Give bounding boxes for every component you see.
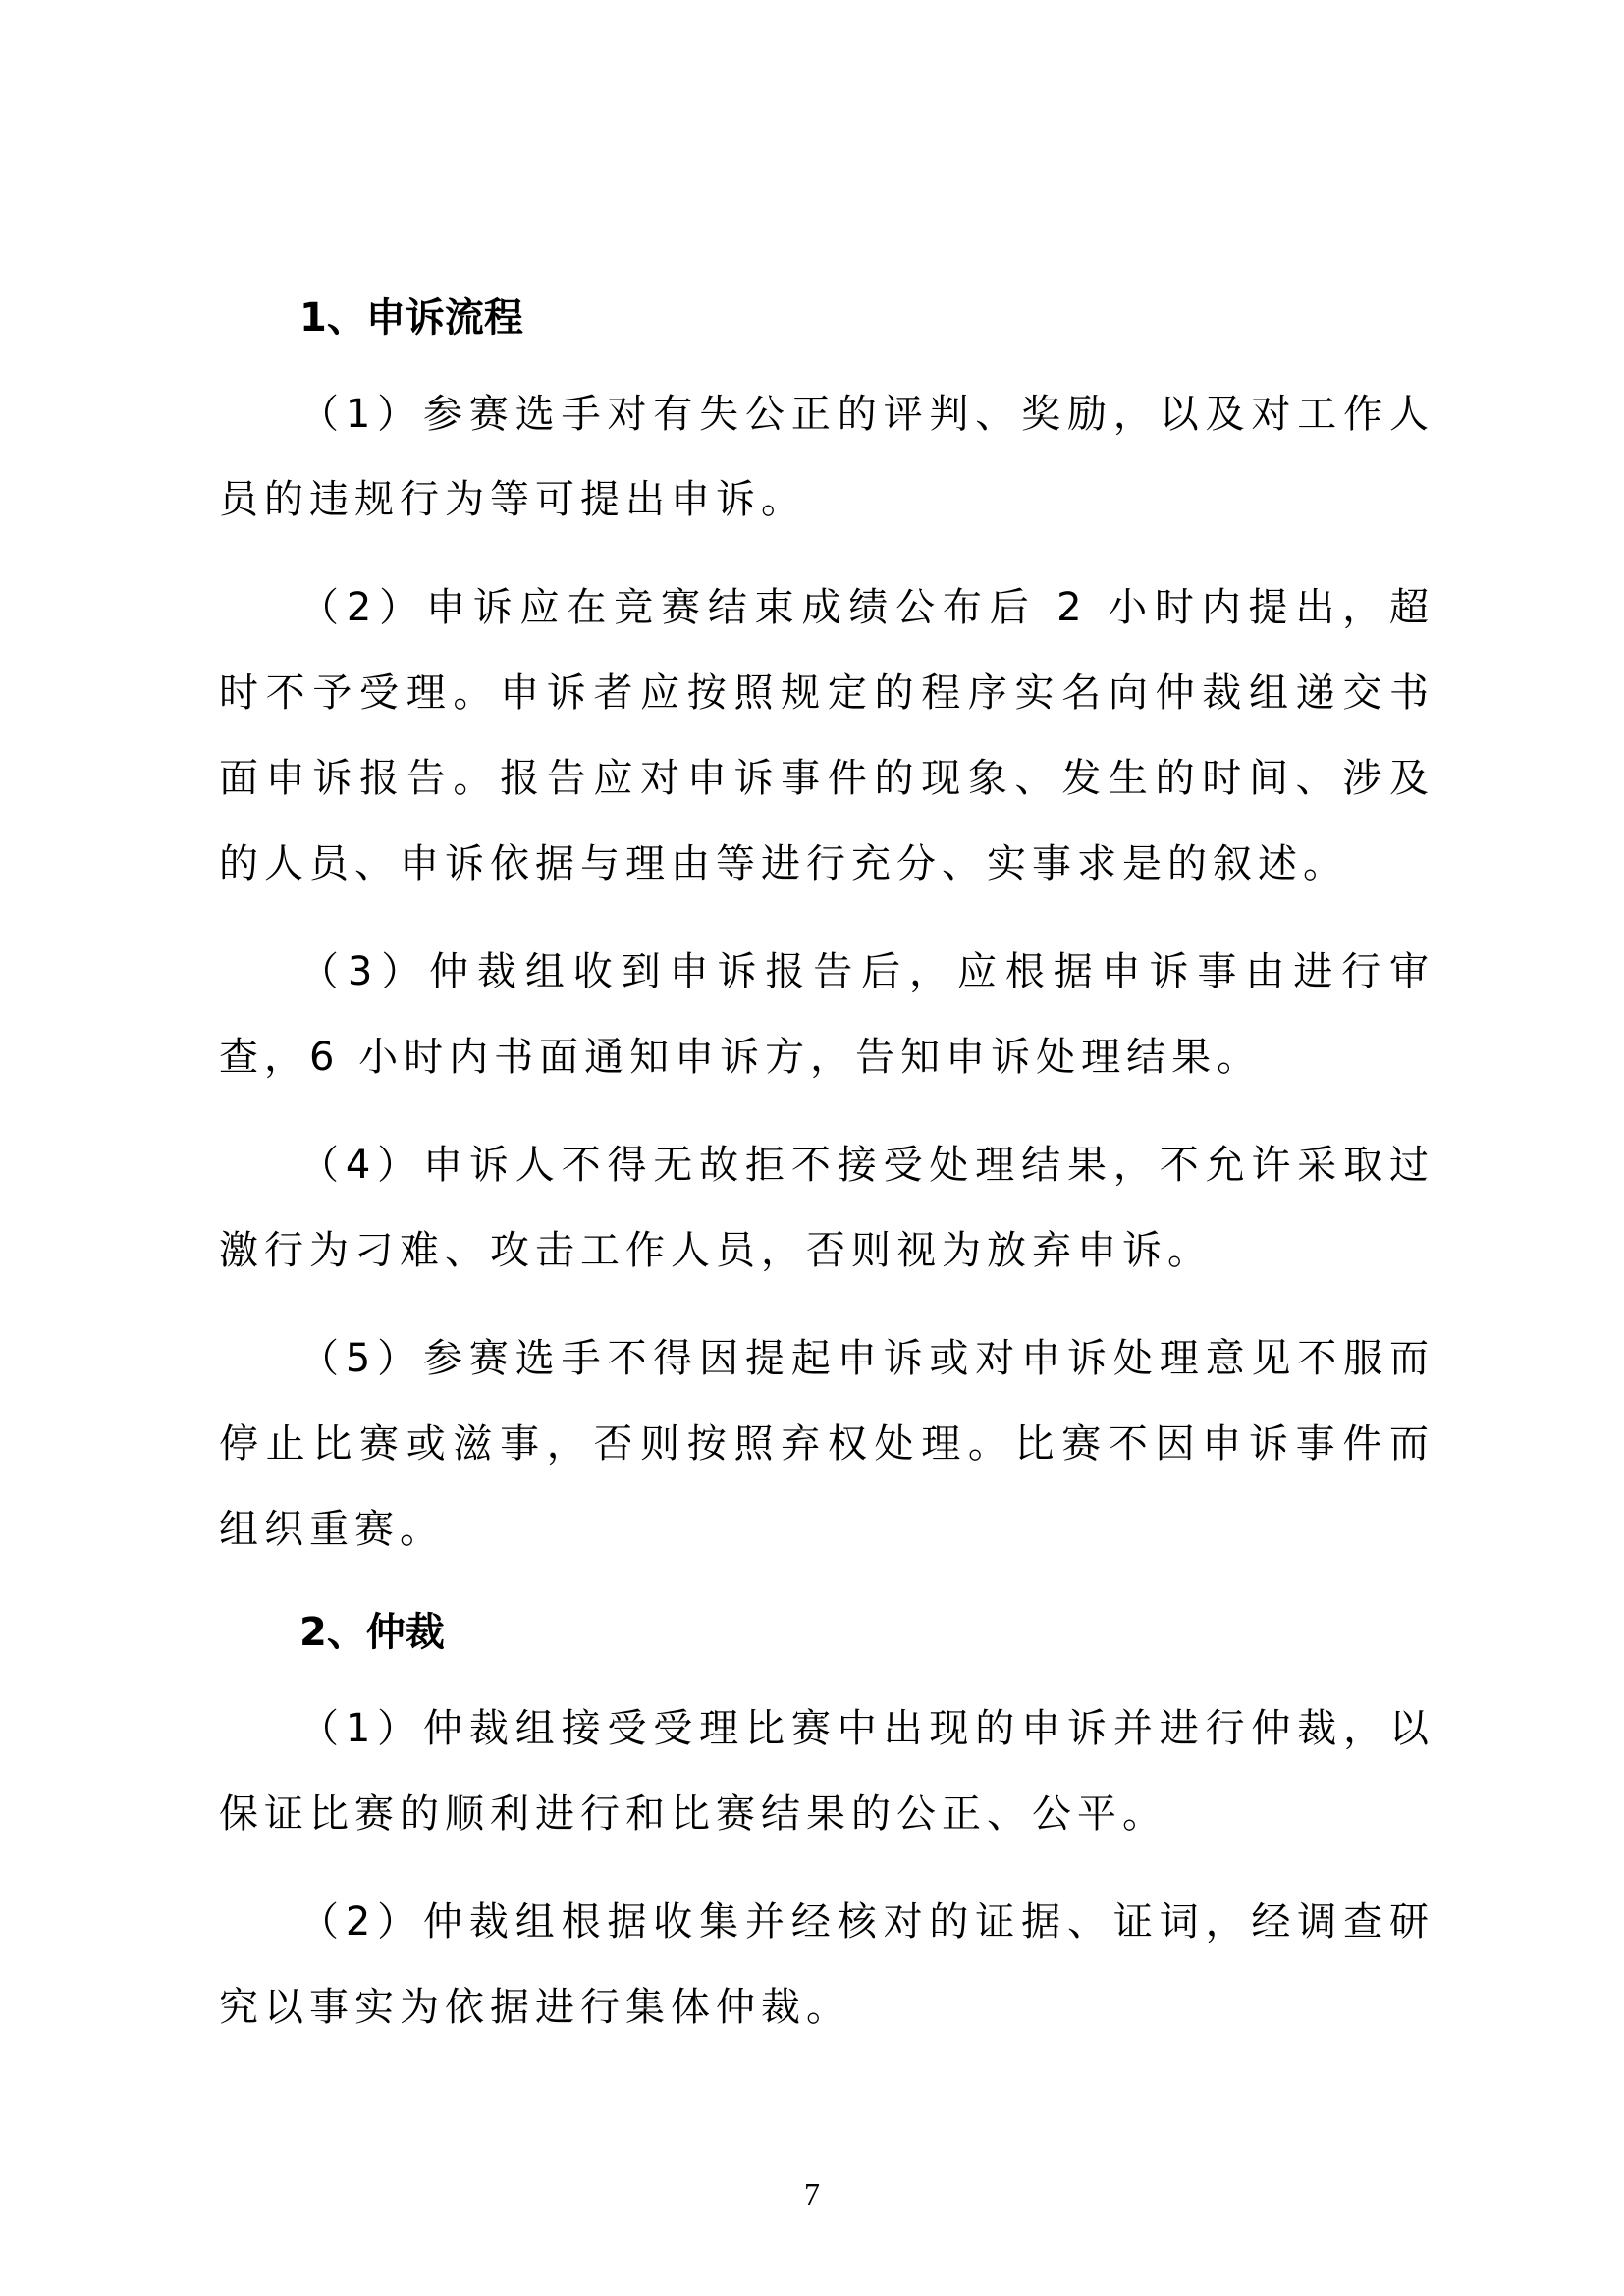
page-number: 7 xyxy=(804,2176,820,2212)
section-heading-arbitration: 2、仲裁 xyxy=(299,1610,445,1655)
appeal-paragraph-4: （4）申诉人不得无故拒不接受处理结果，不允许采取过激行为刁难、攻击工作人员，否则视为放弃申诉。 xyxy=(219,1143,1435,1273)
arbitration-paragraph-1: （1）仲裁组接受受理比赛中出现的申诉并进行仲裁，以保证比赛的顺利进行和比赛结果的公正、公平。 xyxy=(219,1706,1435,1837)
document-body xyxy=(219,287,1435,2073)
appeal-paragraph-1: （1）参赛选手对有失公正的评判、奖励，以及对工作人员的违规行为等可提出申诉。 xyxy=(219,392,1435,522)
arbitration-paragraph-2: （2）仲裁组根据收集并经核对的证据、证词，经调查研究以事实为依据进行集体仲裁。 xyxy=(219,1899,1435,2030)
appeal-paragraph-2: （2）申诉应在竞赛结束成绩公布后 2 小时内提出，超时不予受理。申诉者应按照规定的程序实名向仲裁组递交书面申诉报告。报告应对申诉事件的现象、发生的时间、涉及的人员、申诉依据与理由等进行充分、实事求是的叙述。 xyxy=(219,585,1435,886)
appeal-paragraph-5: （5）参赛选手不得因提起申诉或对申诉处理意见不服而停止比赛或滋事，否则按照弃权处理。比赛不因申诉事件而组织重赛。 xyxy=(219,1336,1435,1552)
appeal-paragraph-3: （3）仲裁组收到申诉报告后，应根据申诉事由进行审查，6 小时内书面通知申诉方，告知申诉处理结果。 xyxy=(219,949,1435,1080)
section-heading-appeal-process: 1、申诉流程 xyxy=(299,295,523,341)
